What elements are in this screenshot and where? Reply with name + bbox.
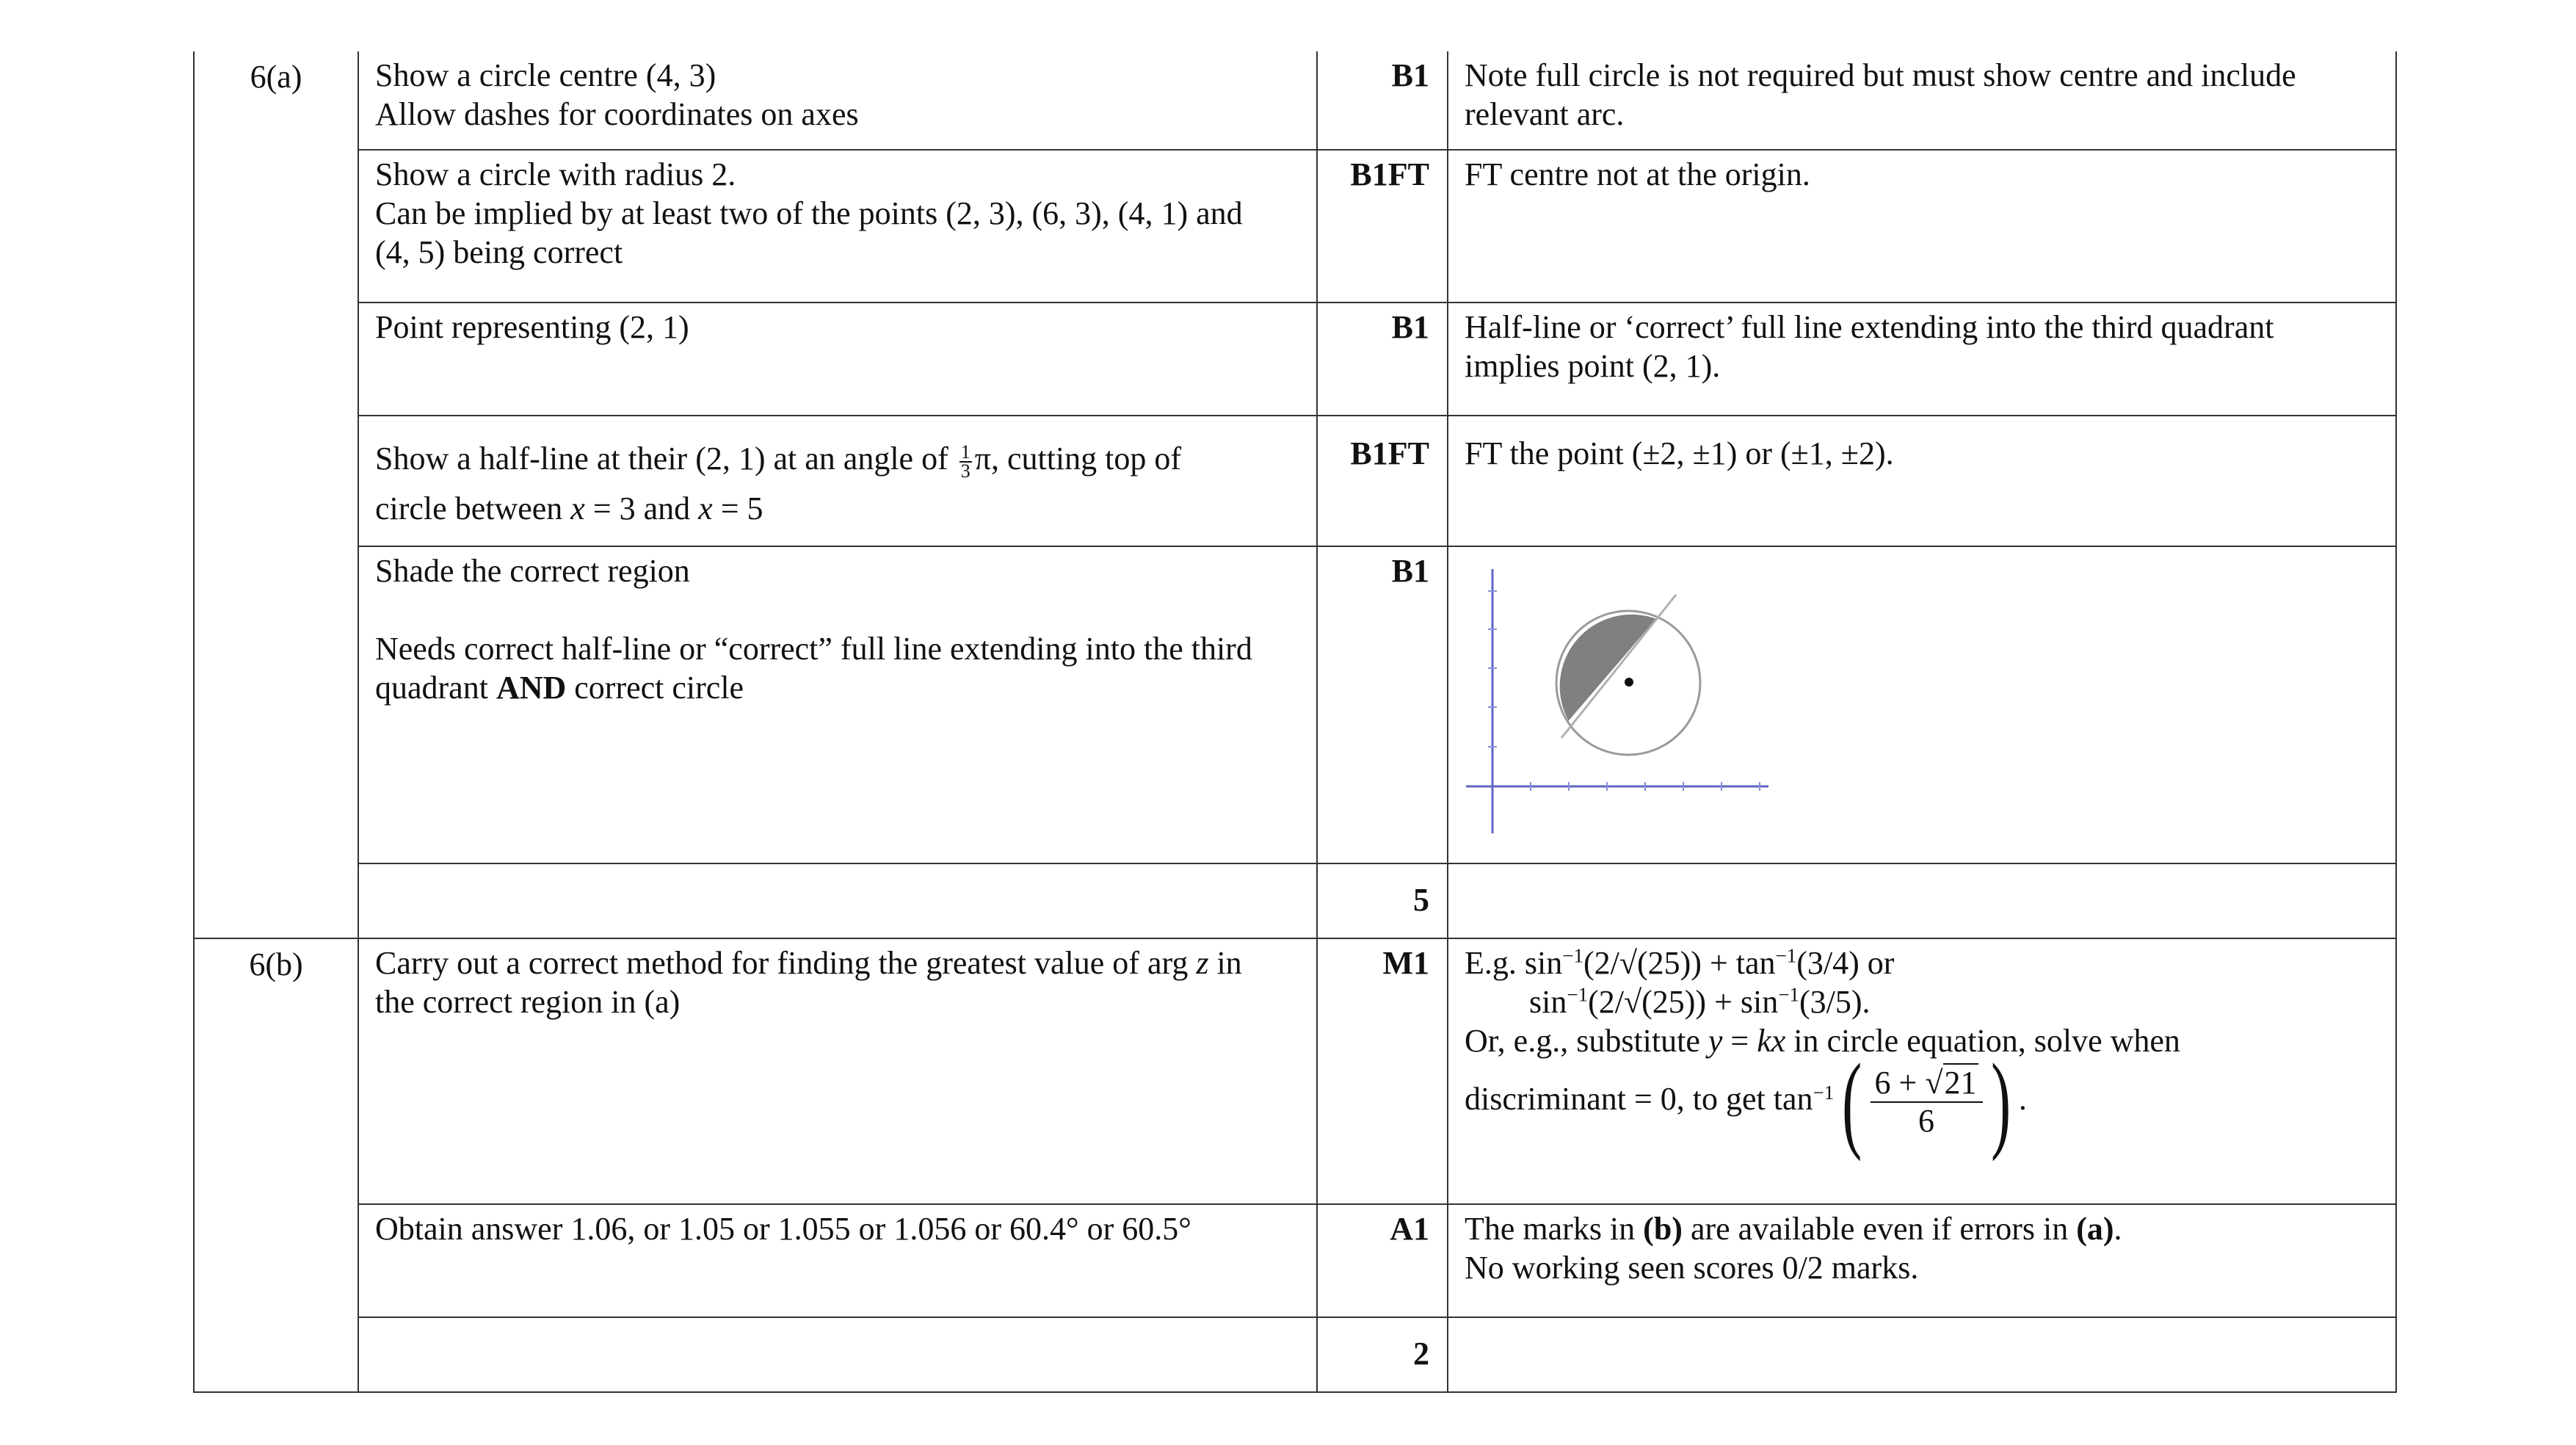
table-row	[194, 546, 2396, 863]
radicand: 21	[1944, 1065, 1977, 1101]
mark-cell	[1317, 51, 1448, 150]
answer-text: Obtain answer 1.06, or 1.05 or 1.055 or 1.056 or 60.4° or 60.5°	[375, 1211, 1191, 1247]
answer-cell	[358, 1317, 1317, 1392]
table-row	[194, 1317, 2396, 1392]
fraction-numerator	[1871, 1065, 1983, 1103]
mark-code: A1	[1390, 1211, 1429, 1247]
variable-x: x	[570, 490, 585, 526]
answer-text-part: correct circle	[566, 670, 744, 706]
mark-code: B1	[1391, 309, 1429, 345]
guidance-text-part: The marks in	[1465, 1211, 1644, 1247]
question-number: 6(b)	[249, 946, 303, 982]
answer-text: Can be implied by at least two of the points (2, 3), (6, 3), (4, 1) and	[375, 195, 1243, 231]
mark-cell	[1317, 938, 1448, 1204]
guidance-text-part: .	[2114, 1211, 2122, 1247]
guidance-text-part: (3/5).	[1799, 984, 1871, 1020]
answer-cell	[358, 1204, 1317, 1317]
mark-cell	[1317, 1317, 1448, 1392]
answer-text-part: in	[1208, 945, 1242, 981]
guidance-text	[1465, 1209, 2379, 1248]
answer-text: the correct region in (a)	[375, 984, 681, 1020]
answer-text: Allow dashes for coordinates on axes	[375, 96, 859, 132]
bracketed-fraction	[1834, 1042, 2019, 1162]
circle-centre-point	[1625, 678, 1633, 687]
shaded-region	[1560, 615, 1656, 721]
question-cell	[194, 938, 358, 1392]
superscript: −1	[1562, 944, 1583, 967]
guidance-text: No working seen scores 0/2 marks.	[1465, 1250, 1919, 1286]
guidance-text: relevant arc.	[1465, 96, 1625, 132]
guidance-text-part: are available even if errors in	[1682, 1211, 2077, 1247]
guidance-text	[1465, 1042, 2379, 1162]
answer-text: Needs correct half-line or “correct” full line extending into the third	[375, 631, 1252, 667]
answer-text	[375, 484, 1300, 534]
guidance-text-part: (2/√(25)) + tan	[1583, 945, 1776, 981]
answer-cell	[358, 863, 1317, 938]
blank-line	[375, 590, 1300, 629]
answer-text: Show a circle with radius 2.	[375, 156, 736, 192]
answer-cell	[358, 150, 1317, 303]
guidance-text-part: discriminant = 0, to get tan	[1465, 1081, 1813, 1118]
guidance-text	[1465, 1021, 2379, 1060]
question-cell	[194, 51, 358, 938]
fraction-one-third	[959, 443, 972, 480]
answer-text-part: Show a half-line at their (2, 1) at an angle of	[375, 441, 957, 477]
table-row	[194, 51, 2396, 150]
right-paren: )	[1990, 1042, 2011, 1162]
table-row	[194, 1204, 2396, 1317]
answer-cell	[358, 51, 1317, 150]
guidance-text	[1465, 944, 2379, 982]
root-sign: √	[1925, 1065, 1943, 1101]
guidance-text-bold: (b)	[1643, 1211, 1683, 1247]
table-row	[194, 863, 2396, 938]
guidance-text: FT centre not at the origin.	[1465, 156, 1810, 192]
shaded-region-diagram	[1451, 562, 1789, 841]
guidance-cell	[1448, 51, 2396, 150]
total-marks: 2	[1413, 1336, 1429, 1372]
mark-code: B1	[1391, 57, 1429, 93]
guidance-cell	[1448, 938, 2396, 1204]
answer-text	[375, 668, 1300, 707]
guidance-text-part: Or, e.g., substitute	[1465, 1023, 1708, 1059]
variable-z: z	[1196, 945, 1209, 981]
answer-text-bold: AND	[496, 670, 567, 706]
table-row	[194, 303, 2396, 416]
variable-y: y	[1708, 1023, 1723, 1059]
guidance-cell	[1448, 1204, 2396, 1317]
answer-text-part: = 5	[712, 490, 763, 526]
guidance-cell	[1448, 150, 2396, 303]
guidance-text	[1465, 982, 2379, 1021]
mark-cell	[1317, 1204, 1448, 1317]
guidance-text-part: (2/√(25)) + sin	[1588, 984, 1779, 1020]
mark-cell	[1317, 150, 1448, 303]
guidance-cell	[1448, 546, 2396, 863]
guidance-cell	[1448, 1317, 2396, 1392]
answer-text-part: circle between	[375, 490, 571, 526]
answer-text-part: quadrant	[375, 670, 496, 706]
axes	[1466, 569, 1768, 833]
variable-kx: kx	[1757, 1023, 1786, 1059]
mark-code: B1FT	[1350, 156, 1429, 192]
superscript: −1	[1775, 944, 1797, 967]
fraction-numerator: 1	[960, 441, 970, 463]
question-number: 6(a)	[250, 59, 302, 95]
fraction-denominator: 3	[960, 460, 970, 482]
guidance-text-part: =	[1722, 1023, 1757, 1059]
answer-text-part: = 3 and	[584, 490, 699, 526]
guidance-cell	[1448, 863, 2396, 938]
guidance-text-part: sin	[1529, 984, 1567, 1020]
answer-text: Show a circle centre (4, 3)	[375, 57, 716, 93]
answer-cell	[358, 546, 1317, 863]
table-row	[194, 416, 2396, 546]
mark-code: B1	[1391, 553, 1429, 589]
answer-text: Point representing (2, 1)	[375, 309, 689, 345]
fraction-denominator: 6	[1918, 1103, 1935, 1139]
mark-cell	[1317, 416, 1448, 546]
numerator-part: 6 +	[1874, 1065, 1926, 1101]
superscript: −1	[1567, 983, 1589, 1006]
superscript: −1	[1813, 1082, 1835, 1104]
mark-cell	[1317, 546, 1448, 863]
mark-code: B1FT	[1350, 435, 1429, 471]
mark-scheme-table	[193, 51, 2397, 1393]
total-marks: 5	[1413, 882, 1429, 918]
guidance-text: FT the point (±2, ±1) or (±1, ±2).	[1465, 435, 1894, 471]
guidance-text-part: (3/4) or	[1796, 945, 1895, 981]
guidance-cell	[1448, 303, 2396, 416]
guidance-cell	[1448, 416, 2396, 546]
answer-cell	[358, 938, 1317, 1204]
guidance-text-part: .	[2018, 1081, 2027, 1118]
guidance-text: Note full circle is not required but must show centre and include	[1465, 57, 2296, 93]
answer-text	[375, 944, 1300, 982]
answer-text: Shade the correct region	[375, 553, 690, 589]
table-row	[194, 150, 2396, 303]
superscript: −1	[1778, 983, 1799, 1006]
answer-text	[375, 434, 1300, 484]
mark-code: M1	[1382, 945, 1429, 981]
fraction	[1871, 1065, 1983, 1140]
guidance-text: Half-line or ‘correct’ full line extending into the third quadrant	[1465, 309, 2274, 345]
table-row	[194, 938, 2396, 1204]
answer-text: (4, 5) being correct	[375, 234, 623, 270]
guidance-text-part: E.g. sin	[1465, 945, 1563, 981]
answer-cell	[358, 303, 1317, 416]
guidance-text: implies point (2, 1).	[1465, 348, 1721, 384]
answer-cell	[358, 416, 1317, 546]
mark-cell	[1317, 303, 1448, 416]
guidance-text-bold: (a)	[2076, 1211, 2114, 1247]
mark-cell	[1317, 863, 1448, 938]
left-paren: (	[1842, 1042, 1862, 1162]
guidance-text-part: in circle equation, solve when	[1785, 1023, 2180, 1059]
variable-x: x	[698, 490, 713, 526]
answer-text-part: π, cutting top of	[974, 441, 1182, 477]
answer-text-part: Carry out a correct method for finding the greatest value of arg	[375, 945, 1197, 981]
